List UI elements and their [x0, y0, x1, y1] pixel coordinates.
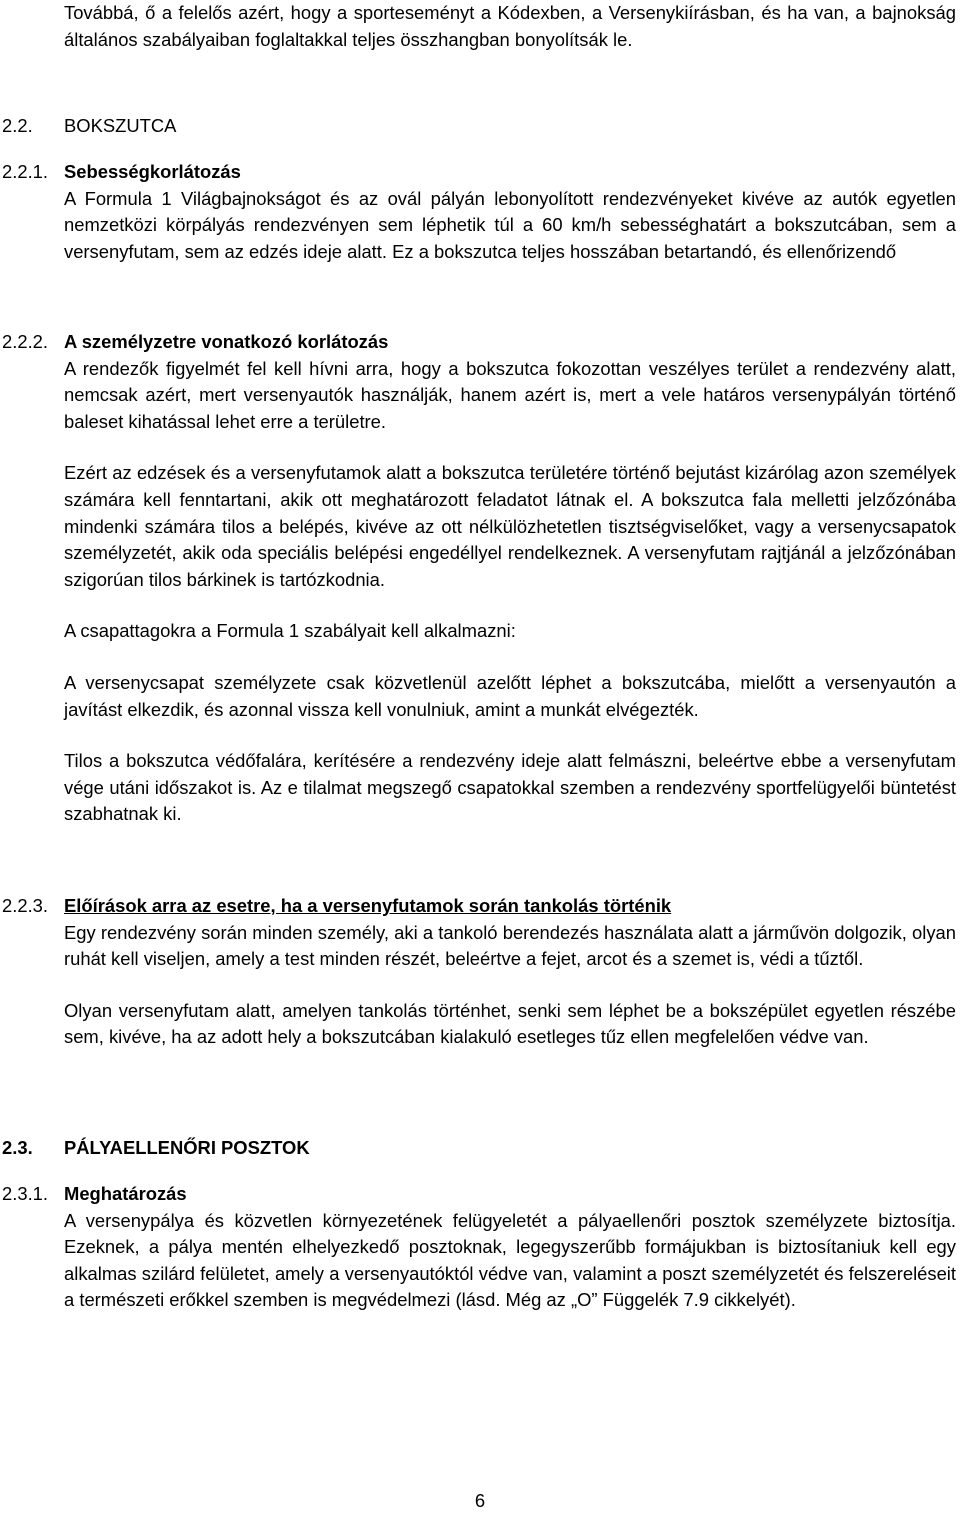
page-number: 6 [474, 1490, 486, 1511]
section-number: 2.3.1. [2, 1183, 49, 1204]
section-title: BOKSZUTCA [64, 115, 177, 136]
section-title: Előírások arra az esetre, ha a versenyfutamok során tankolás történik [64, 895, 672, 916]
section-heading [2, 893, 956, 920]
section-heading [2, 329, 956, 356]
section-2-3-heading [2, 1135, 956, 1162]
section-title: A személyzetre vonatkozó korlátozás [64, 331, 389, 352]
paragraph: Egy rendezvény során minden személy, aki a tankoló berendezés használata alatt a járművön dolgozik, olyan ruhát kell viseljen, amely a test minden részét, beleértve a fejet, arcot és a szemet is, védi a tűztől. [64, 921, 956, 970]
section-number: 2.2.2. [2, 331, 49, 352]
paragraph: Tilos a bokszutca védőfalára, kerítésére a rendezvény ideje alatt felmászni, beleértve ebbe a versenyfutam vége utáni időszakot is. Az e tilalmat megszegő csapatokkal szemben a rendezvény sportfelügyelői büntetést szabhatnak ki. [64, 750, 956, 825]
section-2-2-2 [2, 329, 956, 828]
section-heading [2, 1181, 956, 1208]
section-title: Meghatározás [64, 1183, 187, 1204]
section-title: PÁLYAELLENŐRI POSZTOK [64, 1137, 310, 1158]
paragraph: A versenypálya és közvetlen környezetének felügyeletét a pályaellenőri posztok személyzete biztosítja. Ezeknek, a pálya mentén elhelyezkedő posztoknak, legegyszerűbb formájukban is biztosítaniuk kell egy alkalmas szilárd felületet, amely a versenyautóktól védve van, valamint a poszt személyzetét és felszereléseit a természeti erőkkel szemben is megvédelmezi (lásd. Még az „O” Függelék 7.9 cikkelyét). [64, 1209, 956, 1311]
section-2-2-1 [2, 159, 956, 265]
section-heading [2, 159, 956, 186]
paragraph: A versenycsapat személyzete csak közvetlenül azelőtt léphet a bokszutcába, mielőtt a versenyautón a javítást elkezdik, és azonnal vissza kell vonulniuk, amint a munkát elvégezték. [64, 671, 956, 720]
section-2-2-heading [2, 113, 956, 140]
section-number: 2.2. [2, 115, 33, 136]
section-number: 2.2.3. [2, 895, 49, 916]
paragraph: A Formula 1 Világbajnokságot és az ovál pályán lebonyolított rendezvényeket kivéve az autók egyetlen nemzetközi körpályás rendezvényen sem léphetik túl a 60 km/h sebességhatárt a bokszutcában, sem a versenyfutam, sem az edzés ideje alatt. Ez a bokszutca teljes hosszában betartandó, és ellenőrizendő [64, 187, 956, 262]
paragraph: A csapattagokra a Formula 1 szabályait kell alkalmazni: [64, 620, 516, 642]
paragraph: A rendezők figyelmét fel kell hívni arra, hogy a bokszutca fokozottan veszélyes terület a rendezvény alatt, nemcsak azért, mert versenyautók használják, hanem azért is, mert a vele határos versenypályán történő baleset kihatással lehet erre a területre. [64, 357, 956, 432]
section-number: 2.2.1. [2, 161, 49, 182]
paragraph: Olyan versenyfutam alatt, amelyen tankolás történhet, senki sem léphet be a bokszépület egyetlen részébe sem, kivéve, ha az adott hely a bokszutcában kialakuló esetleges tűz ellen megfelelően védve van. [64, 999, 956, 1048]
section-title: Sebességkorlátozás [64, 161, 241, 182]
section-2-3-1 [2, 1181, 956, 1314]
section-2-2-3 [2, 893, 956, 1051]
intro-paragraph: Továbbá, ő a felelős azért, hogy a sporteseményt a Kódexben, a Versenykiírásban, és ha van, a bajnokság általános szabályaiban foglaltakkal teljes összhangban bonyolítsák le. [64, 2, 956, 50]
section-number: 2.3. [2, 1137, 33, 1158]
paragraph: Ezért az edzések és a versenyfutamok alatt a bokszutca területére történő bejutást kizárólag azon személyek számára kell fenntartani, akik ott meghatározott feladatot látnak el. A bokszutca fala melletti jelzőzónába mindenki számára tilos a belépés, kivéve az ott nélkülözhetetlen tisztségviselőket, vagy a versenycsapatok személyzetét, akik oda speciális belépési engedéllyel rendelkeznek. A versenyfutam rajtjánál a jelzőzónában szigorúan tilos bárkinek is tartózkodnia. [64, 462, 956, 590]
